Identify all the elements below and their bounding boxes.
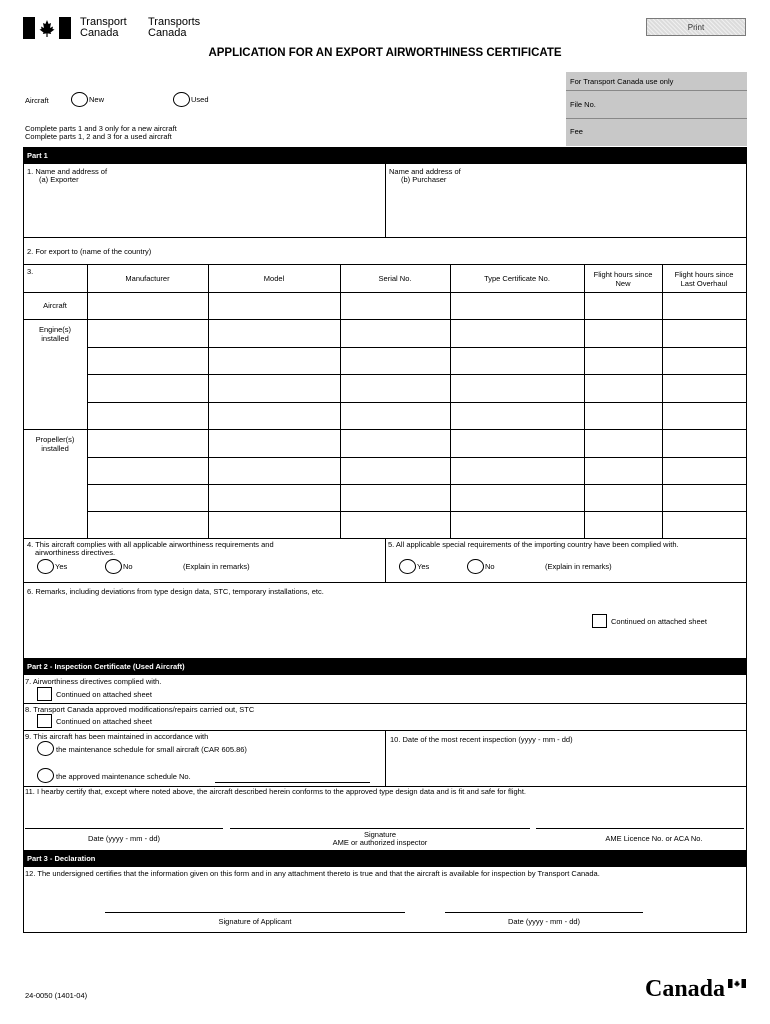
print-button[interactable]: Print (646, 18, 746, 36)
q3-label: 3. (27, 267, 34, 276)
q4-explain-note: (Explain in remarks) (183, 562, 250, 571)
col-hours-new-2: New (615, 279, 631, 288)
part1-header: Part 1 (23, 147, 747, 164)
instructions-used: Complete parts 1, 2 and 3 for a used aircraft (25, 132, 172, 141)
q6-continued-checkbox[interactable] (592, 614, 607, 628)
q1-exporter-label: (a) Exporter (39, 175, 79, 184)
q4-yes-label: Yes (55, 562, 68, 571)
aircraft-used-label: Used (191, 95, 209, 104)
q4-label-2: airworthiness directives. (35, 548, 116, 557)
ame-signature-field[interactable] (230, 812, 530, 827)
q9-option2-label: the approved maintenance schedule No. (56, 772, 191, 781)
signature-caption: Signature (363, 830, 397, 839)
q11-label: 11. I hearby certify that, except where noted above, the aircraft described herein conforms to the approved type design data and is fit and safe for flight. (25, 787, 526, 796)
remarks-field[interactable] (28, 598, 588, 654)
instructions-new: Complete parts 1 and 3 only for a new aircraft (25, 124, 177, 133)
q12-label: 12. The undersigned certifies that the information given on this form and in any attachment thereto is true and that the aircraft is available for inspection by Transport Canada. (25, 869, 600, 878)
q10-label: 10. Date of the most recent inspection (yyyy - mm - dd) (390, 735, 573, 744)
q8-label: 8. Transport Canada approved modifications/repairs carried out, STC (25, 705, 255, 714)
ame-licence-caption: AME Licence No. or ACA No. (605, 834, 703, 843)
aircraft-label: Aircraft (25, 96, 49, 105)
q5-no-label: No (485, 562, 495, 571)
part2-date-field[interactable] (25, 812, 223, 827)
declaration-date-field[interactable] (445, 896, 643, 911)
aircraft-used-radio[interactable] (173, 92, 190, 107)
q9-option1-label: the maintenance schedule for small aircraft (CAR 605.86) (56, 745, 247, 754)
col-hours-new-1: Flight hours since (593, 270, 653, 279)
ame-licence-field[interactable] (536, 812, 744, 827)
col-hours-ovh-2: Last Overhaul (680, 279, 728, 288)
applicant-signature-field[interactable] (105, 896, 405, 911)
ame-caption: AME or authorized inspector (332, 838, 428, 847)
part2-date-caption: Date (yyyy - mm - dd) (87, 834, 161, 843)
col-model: Model (263, 274, 285, 283)
q1-purchaser-heading: Name and address of (389, 167, 461, 176)
q7-continued-label: Continued on attached sheet (56, 690, 152, 699)
export-country-field[interactable] (185, 240, 741, 260)
col-manufacturer: Manufacturer (125, 274, 170, 283)
aircraft-new-label: New (89, 95, 105, 104)
dept-name-en-line2: Canada (80, 27, 119, 39)
q6-continued-label: Continued on attached sheet (611, 617, 707, 626)
canada-flag-icon (23, 17, 71, 39)
q5-yes-radio[interactable] (399, 559, 416, 574)
canada-wordmark-text: Canada (645, 976, 726, 1002)
declaration-date-caption: Date (yyyy - mm - dd) (507, 917, 581, 926)
dept-name-fr-line2: Canada (148, 27, 187, 39)
purchaser-field[interactable] (390, 186, 742, 234)
maintenance-schedule-number-field[interactable] (215, 770, 370, 782)
part3-header: Part 3 - Declaration (23, 850, 747, 867)
row-aircraft-label: Aircraft (43, 301, 67, 310)
q9-approved-schedule-radio[interactable] (37, 768, 54, 783)
row-engines-label-2: installed (41, 334, 69, 343)
q1-purchaser-label: (b) Purchaser (401, 175, 447, 184)
q4-label-1: 4. This aircraft complies with all applicable airworthiness requirements and (27, 540, 274, 549)
q2-label: 2. For export to (name of the country) (27, 247, 152, 256)
q4-no-label: No (123, 562, 133, 571)
form-number: 24-0050 (1401-04) (25, 991, 88, 1000)
col-type-cert: Type Certificate No. (484, 274, 550, 283)
inspection-date-field[interactable] (390, 746, 742, 782)
part2-header: Part 2 - Inspection Certificate (Used Aircraft) (23, 658, 747, 675)
row-props-label-1: Propeller(s) (35, 435, 75, 444)
q5-explain-note: (Explain in remarks) (545, 562, 612, 571)
dept-name-en-line1: Transport (80, 16, 127, 28)
q4-yes-radio[interactable] (37, 559, 54, 574)
q5-no-radio[interactable] (467, 559, 484, 574)
office-use-heading: For Transport Canada use only (570, 77, 674, 86)
row-props-label-2: installed (41, 444, 69, 453)
aircraft-new-radio[interactable] (71, 92, 88, 107)
wordmark-flag-icon (728, 979, 746, 988)
q9-small-aircraft-radio[interactable] (37, 741, 54, 756)
q9-label: 9. This aircraft has been maintained in accordance with (25, 732, 209, 741)
q8-continued-label: Continued on attached sheet (56, 717, 152, 726)
col-hours-ovh-1: Flight hours since (674, 270, 734, 279)
file-no-label: File No. (570, 100, 596, 109)
q7-continued-checkbox[interactable] (37, 687, 52, 701)
dept-name-fr-line1: Transports (148, 16, 201, 28)
q5-yes-label: Yes (417, 562, 430, 571)
fee-label: Fee (570, 127, 583, 136)
row-engines-label-1: Engine(s) (38, 325, 72, 334)
q5-label: 5. All applicable special requirements of the importing country have been complied with. (388, 540, 679, 549)
q7-label: 7. Airworthiness directives complied with. (25, 677, 162, 686)
applicant-signature-caption: Signature of Applicant (218, 917, 292, 926)
q4-no-radio[interactable] (105, 559, 122, 574)
q8-continued-checkbox[interactable] (37, 714, 52, 728)
q6-label: 6. Remarks, including deviations from type design data, STC, temporary installations, etc. (27, 587, 324, 596)
exporter-field[interactable] (28, 186, 380, 234)
q1-label: 1. Name and address of (27, 167, 108, 176)
col-serial: Serial No. (378, 274, 412, 283)
form-title: APPLICATION FOR AN EXPORT AIRWORTHINESS CERTIFICATE (208, 47, 562, 59)
